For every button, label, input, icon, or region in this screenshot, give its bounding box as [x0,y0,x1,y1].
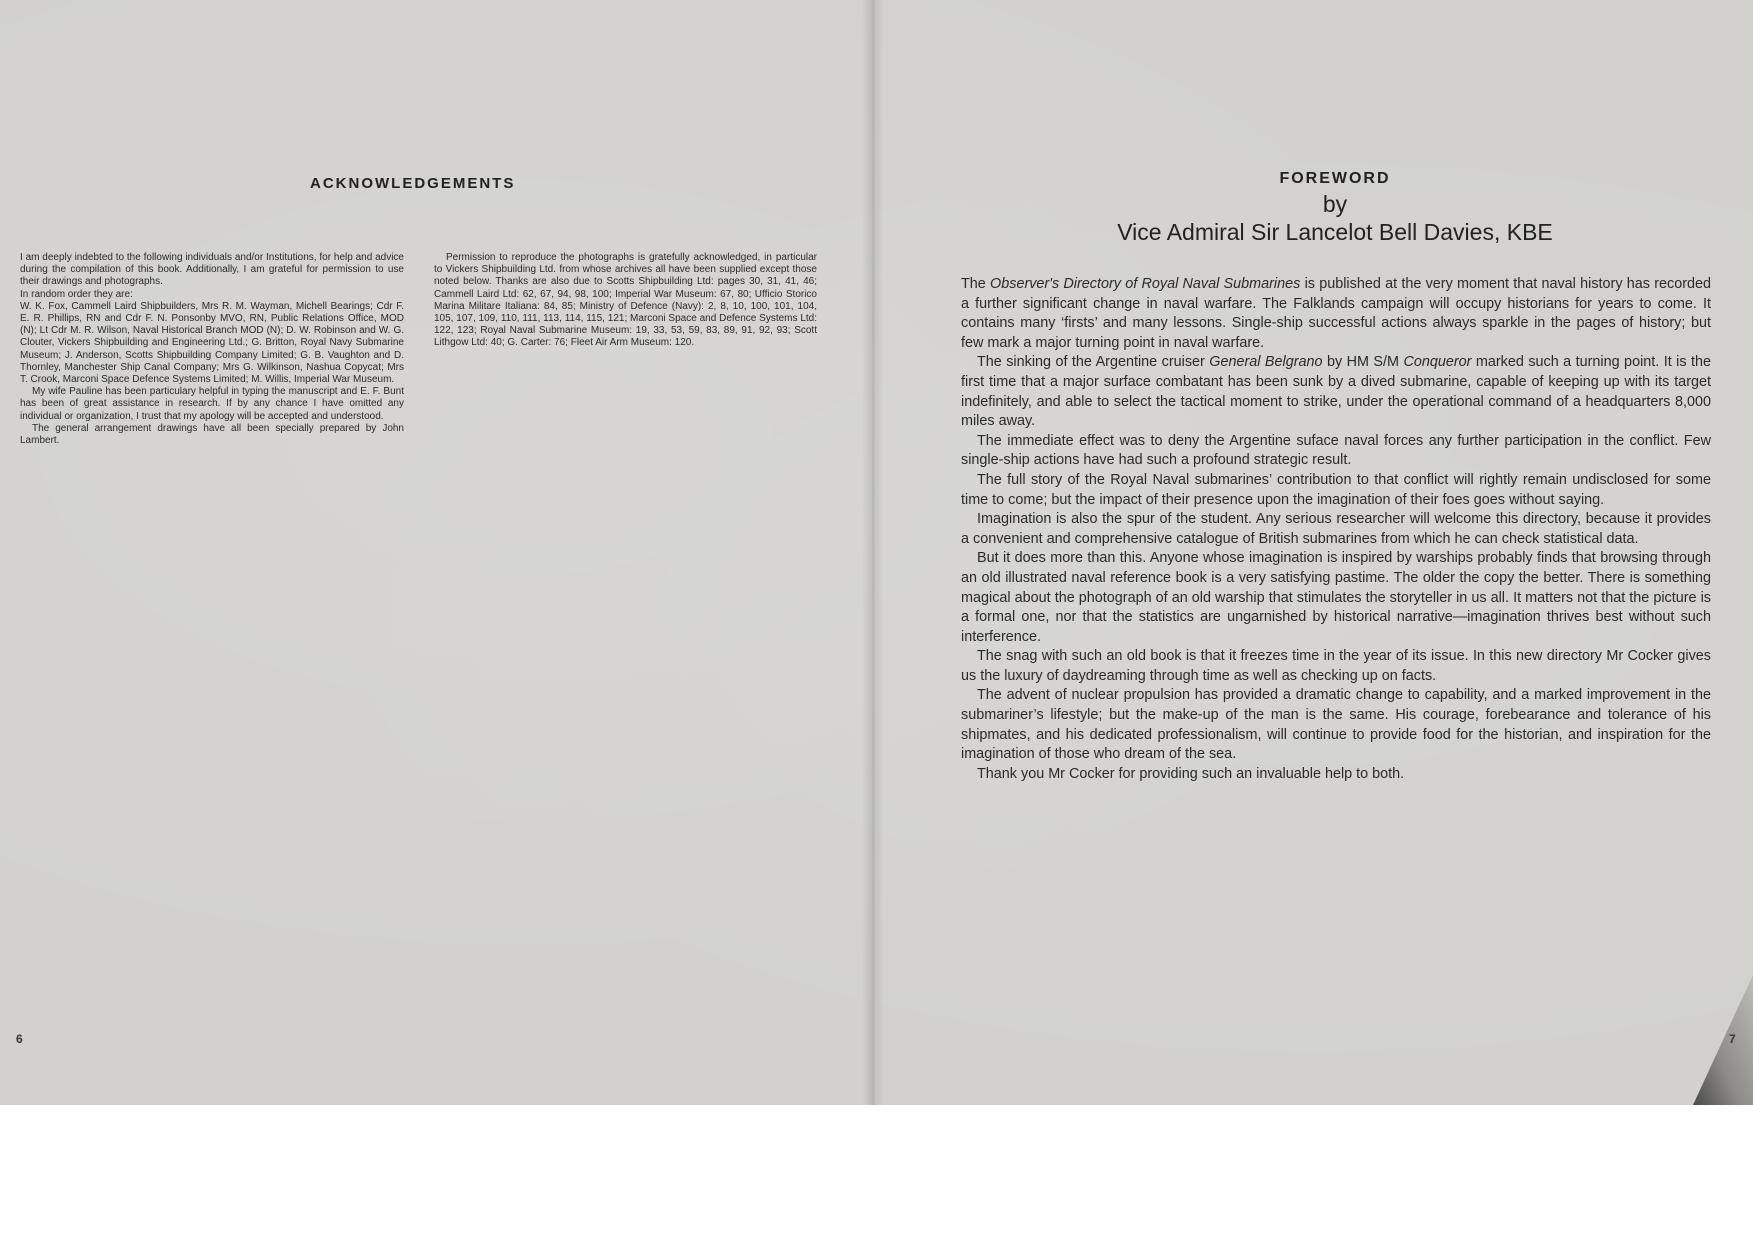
acknowledgements-paragraph: Permission to reproduce the photographs is gratefully acknowledged, in particular to Vickers Shipbuilding Ltd. from whose archives all have been supplied except those noted below. Thanks are also due to Scotts Shipbuilding Ltd: pages 30, 31, 41, 46; Cammell Laird Ltd: 62, 67, 94, 98, 100; Imperial War Museum: 67, 80; Ufficio Storico Marina Militare Italiana: 84, 85; Ministry of Defence (Navy): 2, 8, 10, 100, 101, 104, 105, 107, 109, 110, 111, 113, 114, 115, 121; Marconi Space and Defence Systems Ltd: 122, 123; Royal Naval Submarine Museum: 19, 33, 53, 59, 83, 89, 91, 92, 93; Scott Lithgow Ltd: 40; G. Carter: 76; Fleet Air Arm Museum: 120. [434,252,817,349]
foreword-text: The [961,276,991,292]
page-curl [1693,975,1753,1105]
ship-name-italic: General Belgrano [1209,354,1323,371]
foreword-text: is published at the very moment that naval history has recorded a further significant change in naval warfare. The Falklands campaign will occupy historians for years to come. It contains many ‘firsts’ and many lessons. Single-ship successful actions always sparkle in the pages of history; but few mark a major turning point in naval warfare. [961,276,1712,351]
ship-name-italic: Conqueror [1403,354,1472,371]
acknowledgements-column-1 [20,252,404,447]
acknowledgements-paragraph: In random order they are: [20,288,133,300]
foreword-body [961,275,1711,784]
acknowledgements-paragraph: I am deeply indebted to the following individuals and/or Institutions, for help and advice during the compilation of this book. Additionally, I am grateful for permission to use their drawings and photographs. [20,252,404,288]
acknowledgements-paragraph: My wife Pauline has been particulary helpful in typing the manuscript and E. F. Bunt has been of great assistance in research. If by any chance I have omitted any individual or organization, I trust that my apology will be accepted and understood. [20,386,404,422]
foreword-paragraph [961,275,1711,353]
foreword-title: FOREWORD [1279,170,1391,187]
acknowledgements-column-2 [434,252,817,350]
foreword-paragraph: The full story of the Royal Naval submarines’ contribution to that conflict will rightly remain undisclosed for some time to come; but the impact of their presence upon the imagination of their foes goes without saying. [961,471,1711,508]
foreword-paragraph: Thank you Mr Cocker for providing such an invaluable help to both. [977,765,1405,782]
foreword-paragraph [961,353,1711,431]
foreword-heading [960,170,1710,246]
foreword-paragraph: The snag with such an old book is that it freezes time in the year of its issue. In this new directory Mr Cocker gives us the luxury of daydreaming through time as well as checking up on facts. [961,648,1711,684]
foreword-text: marked such a turning point. It is the first time that a major surface combatant has been sunk by a dived submarine, capable of keeping up with its target indefinitely, and able to select the tactical moment to strike, under the operational command of a headquarters 8,000 miles away. [961,354,1711,430]
foreword-paragraph: The immediate effect was to deny the Argentine suface naval forces any further participation in the conflict. Few single-ship actions have had such a profound strategic result. [961,432,1711,469]
acknowledgements-title: ACKNOWLEDGEMENTS [310,175,516,192]
acknowledgements-paragraph: The general arrangement drawings have all been specially prepared by John Lambert. [20,422,404,447]
book-gutter [862,0,884,1105]
foreword-author: Vice Admiral Sir Lancelot Bell Davies, KBE [1117,219,1553,245]
foreword-paragraph: Imagination is also the spur of the student. Any serious researcher will welcome this directory, because it provides a convenient and comprehensive catalogue of British submarines from which he can check statistical data. [961,511,1711,547]
page-number-left: 6 [16,1032,23,1046]
acknowledgements-paragraph: W. K. Fox, Cammell Laird Shipbuilders, Mrs R. M. Wayman, Michell Bearings; Cdr F. E. R. Phillips, RN and Cdr F. N. Ponsonby MVO, RN, Public Relations Office, MOD (N); Lt Cdr M. R. Wilson, Naval Historical Branch MOD (N); D. W. Robinson and W. G. Clouter, Vickers Shipbuilding and Engineering Ltd.; G. Britton, Royal Navy Submarine Museum; J. Anderson, Scotts Shipbuilding Company Limited; G. B. Vaughton and D. Thornley, Manchester Ship Canal Company; Mrs G. Wilkinson, Nashua Copycat; Mrs T. Crook, Marconi Space Defence Systems Limited; M. Willis, Imperial War Museum. [20,300,404,386]
foreword-by: by [1322,191,1348,217]
book-title-italic: Observer's Directory of Royal Naval Submarines [990,276,1301,292]
foreword-paragraph: The advent of nuclear propulsion has provided a dramatic change to capability, and a marked improvement in the submariner’s lifestyle; but the make-up of the man is the same. His courage, forebearance and tolerance of his shipmates, and his dedicated professionalism, will continue to provide food for the historian, and inspiration for the imagination of those who dream of the sea. [961,687,1711,763]
foreword-paragraph: But it does more than this. Anyone whose imagination is inspired by warships probably finds that browsing through an old illustrated naval reference book is a very satisfying pastime. The older the copy the better. There is something magical about the photograph of an old warship that stimulates the storyteller in us all. It matters not that the picture is a formal one, nor that the statistics are ungarnished by historical narrative—imagination thrives best without such interference. [961,550,1711,645]
foreword-text: by HM S/M [1322,354,1404,371]
foreword-text: The sinking of the Argentine cruiser [977,354,1210,371]
page-number-right: 7 [1729,1032,1736,1046]
